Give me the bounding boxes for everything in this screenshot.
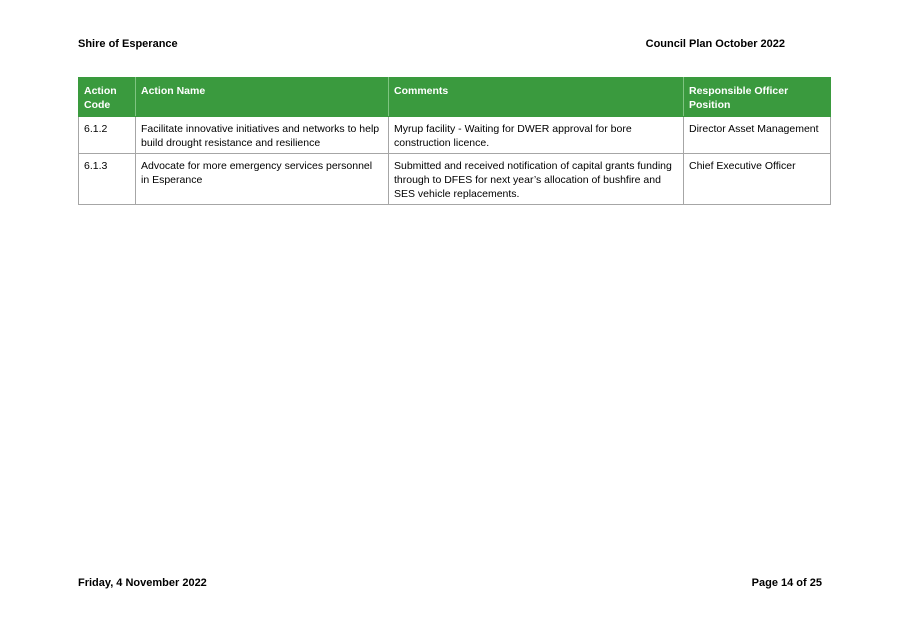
column-header-responsible-officer: Responsible Officer Position bbox=[684, 78, 831, 117]
cell-action-code: 6.1.3 bbox=[79, 154, 136, 205]
column-header-comments: Comments bbox=[389, 78, 684, 117]
table-header-row bbox=[79, 78, 831, 117]
table-row bbox=[79, 154, 831, 205]
column-header-action-code: Action Code bbox=[79, 78, 136, 117]
table-row bbox=[79, 117, 831, 154]
cell-action-name: Advocate for more emergency services personnel in Esperance bbox=[136, 154, 389, 205]
footer-date: Friday, 4 November 2022 bbox=[78, 577, 207, 589]
column-header-action-name: Action Name bbox=[136, 78, 389, 117]
actions-table bbox=[78, 77, 831, 205]
cell-responsible-officer: Director Asset Management bbox=[684, 117, 831, 154]
cell-responsible-officer: Chief Executive Officer bbox=[684, 154, 831, 205]
document-title: Council Plan October 2022 bbox=[645, 38, 785, 50]
page-number: Page 14 of 25 bbox=[751, 577, 822, 589]
cell-comments: Myrup facility - Waiting for DWER approval for bore construction licence. bbox=[389, 117, 684, 154]
cell-action-name: Facilitate innovative initiatives and networks to help build drought resistance and resilience bbox=[136, 117, 389, 154]
cell-action-code: 6.1.2 bbox=[79, 117, 136, 154]
organisation-name: Shire of Esperance bbox=[78, 38, 178, 50]
cell-comments: Submitted and received notification of capital grants funding through to DFES for next year’s allocation of bushfire and SES vehicle replacements. bbox=[389, 154, 684, 205]
